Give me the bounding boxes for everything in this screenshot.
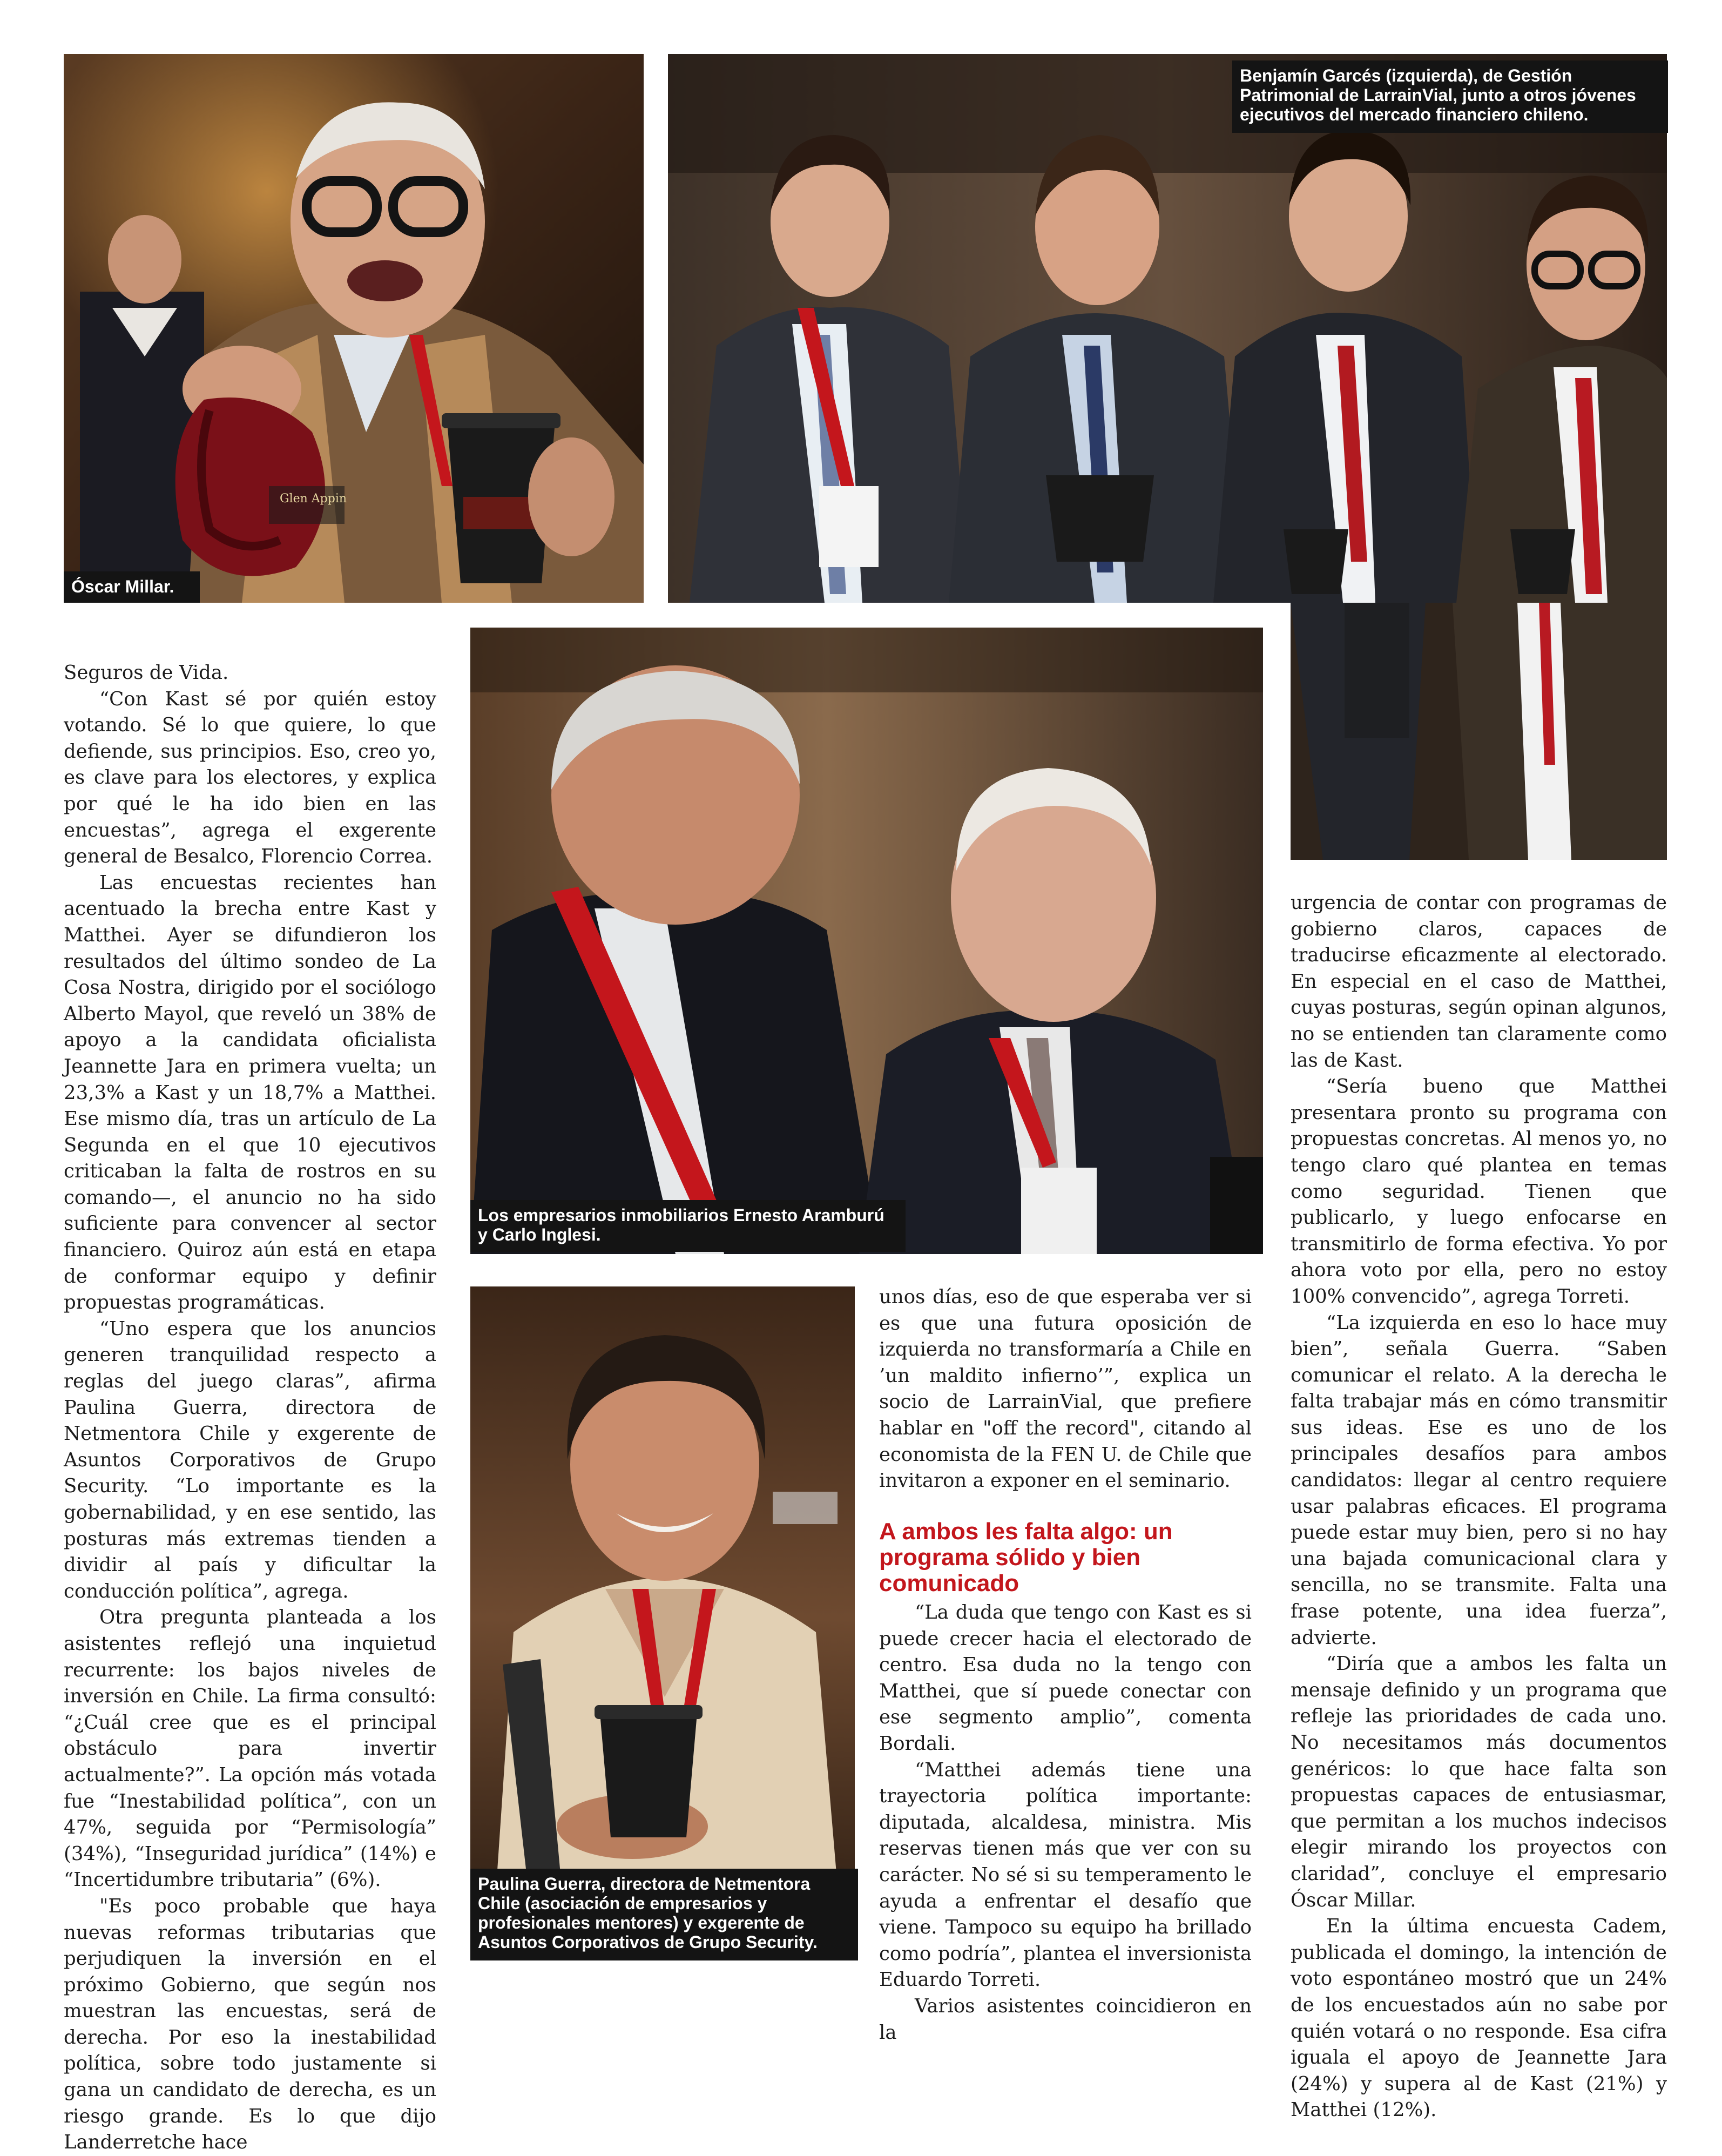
col3-paragraph: “Sería bueno que Matthei presentara pronto su programa con propuestas concretas. Al menos yo, no tengo claro qué plantea en temas como seguridad. Tienen que publicarlo, y luego enfocarse en transmitirlo de forma efectiva. Yo por ahora voto por ella, pero no estoy 100% convencido”, agrega Torreti. xyxy=(1291,1075,1667,1308)
column-1 xyxy=(64,660,436,2156)
col1-paragraph: “Uno espera que los anuncios generen tranquilidad respecto a reglas del juego claras”, afirma Paulina Guerra, directora de Netmentora Chile y exgerente de Asuntos Corporativos de Grupo Security. “Lo importante es la gobernabilidad, y en ese sentido, las posturas más extremas tienden a dividir al país y dificultar la conducción política”, agrega. xyxy=(64,1317,436,1602)
col3-paragraph: En la última encuesta Cadem, publicada el domingo, la intención de voto espontáneo mostró que un 24% de los encuestados aún no sabe por quién votará o no responde. Esa cifra iguala el apoyo de Jeannette Jara (24%) y supera al de Kast (21%) y Matthei (12%). xyxy=(1291,1915,1667,2121)
col2-paragraph: Varios asistentes coincidieron en la xyxy=(879,1995,1252,2044)
photo-oscar-millar xyxy=(64,54,644,603)
col2-paragraph: unos días, eso de que esperaba ver si es que una futura oposición de izquierda no transformaría a Chile en ’un maldito infierno’”, explica un socio de LarrainVial, que prefiere hablar en "off the record", citando al economista de la FEN U. de Chile que invitaron a exponer en el seminario. xyxy=(879,1286,1252,1492)
photo-paulina-guerra xyxy=(470,1286,855,1950)
col2-paragraph: “Matthei además tiene una trayectoria política importante: diputada, alcaldesa, ministra. Mis reservas tienen más que ver con su carácter. No sé si su temperamento le ayuda a enfrentar el desafío que viene. Tampoco su equipo ha brillado como podría”, plantea el inversionista Eduardo Torreti. xyxy=(879,1759,1252,1991)
caption-benjamin-garces: Benjamín Garcés (izquierda), de Gestión Patrimonial de LarrainVial, junto a otros jóvenes ejecutivos del mercado financiero chileno. xyxy=(1232,60,1668,133)
column-2-continued xyxy=(879,1600,1252,2046)
cap-brand-label: Glen Appin xyxy=(280,492,347,506)
photo-paulina-guerra-image xyxy=(470,1286,855,1950)
photo-benjamin-garces-image xyxy=(668,54,1667,603)
photo-benjamin-garces-extension-image xyxy=(1291,603,1667,860)
column-3 xyxy=(1291,890,1667,2124)
col1-paragraph: "Es poco probable que haya nuevas reformas tributarias que perjudiquen la inversión en el próximo Gobierno, que según nos muestran las encuestas, será de derecha. Por eso la inestabilidad política, sobre todo justamente si gana un candidato de derecha, es un riesgo grande. Es lo que dijo Landerretche hace xyxy=(64,1895,436,2154)
photo-benjamin-garces xyxy=(668,54,1667,603)
col1-paragraph: Otra pregunta planteada a los asistentes reflejó una inquietud recurrente: los bajos niveles de inversión en Chile. La firma consultó: “¿Cuál cree que es el principal obstáculo para invertir actualmente?”. La opción más votada fue “Inestabilidad política”, con un 47%, seguida por “Permisología” (34%), “Inseguridad jurídica” (14%) e “Incertidumbre tributaria” (6%). xyxy=(64,1606,436,1891)
col3-paragraph: “Diría que a ambos les falta un mensaje definido y un programa que refleje las prioridades de cada uno. No necesitamos más documentos genéricos: lo que hace falta son propuestas capaces de entusiasmar, que permitan a los muchos indecisos elegir mirando los proyectos con claridad”, concluye el empresario Óscar Millar. xyxy=(1291,1653,1667,1911)
caption-paulina-guerra: Paulina Guerra, directora de Netmentora Chile (asociación de empresarios y profesionales mentores) y exgerente de Asuntos Corporativos de Grupo Security. xyxy=(470,1869,858,1960)
col1-paragraph: “Con Kast sé por quién estoy votando. Sé lo que quiere, lo que defiende, sus principios. Eso, creo yo, es clave para los electores, y explica por qué le ha ido bien en las encuestas”, agrega el exgerente general de Besalco, Florencio Correa. xyxy=(64,688,436,868)
photo-benjamin-garces-extension xyxy=(1291,603,1667,860)
col3-paragraph: urgencia de contar con programas de gobierno claros, capaces de traducirse eficazmente al electorado. En especial en el caso de Matthei, cuyas posturas, según opinan algunos, no se entienden tan claramente como las de Kast. xyxy=(1291,892,1667,1072)
photo-aramburu-inglesi xyxy=(470,628,1263,1254)
caption-oscar-millar: Óscar Millar. xyxy=(64,571,200,603)
col1-paragraph: Las encuestas recientes han acentuado la brecha entre Kast y Matthei. Ayer se difundieron los resultados del último sondeo de La Cosa Nostra, dirigido por el sociólogo Alberto Mayol, que reveló un 38% de apoyo a la candidata oficialista Jeannette Jara en primera vuelta; un 23,3% a Kast y un 18,7% a Matthei. Ese mismo día, tras un artículo de La Segunda en el que 10 ejecutivos criticaban la falta de rostros en su comando—, el anuncio no ha sido suficiente para convencer al sector financiero. Quiroz aún está en etapa de conformar equipo y definir propuestas programáticas. xyxy=(64,871,436,1314)
col2-paragraph: “La duda que tengo con Kast es si puede crecer hacia el electorado de centro. Esa duda no la tengo con Matthei, que sí puede conectar con ese segmento amplio”, comenta Bordali. xyxy=(879,1601,1252,1755)
photo-oscar-millar-image xyxy=(64,54,644,603)
column-2 xyxy=(879,1284,1252,1494)
col1-paragraph: Seguros de Vida. xyxy=(64,662,229,684)
photo-aramburu-inglesi-image xyxy=(470,628,1263,1254)
col3-paragraph: “La izquierda en eso lo hace muy bien”, señala Guerra. “Saben comunicar el relato. A la derecha le falta trabajar más en cómo transmitir sus ideas. Ese es uno de los principales desafíos para ambos candidatos: llegar al centro requiere usar palabras eficaces. El programa puede estar muy bien, pero si no hay una bajada comunicacional clara y sencilla, no se transmite. Falta una frase potente, una idea fuerza”, advierte. xyxy=(1291,1311,1667,1649)
section-subhead: A ambos les falta algo: un programa sólido y bien comunicado xyxy=(879,1518,1173,1596)
caption-aramburu-inglesi: Los empresarios inmobiliarios Ernesto Aramburú y Carlo Inglesi. xyxy=(470,1200,906,1252)
